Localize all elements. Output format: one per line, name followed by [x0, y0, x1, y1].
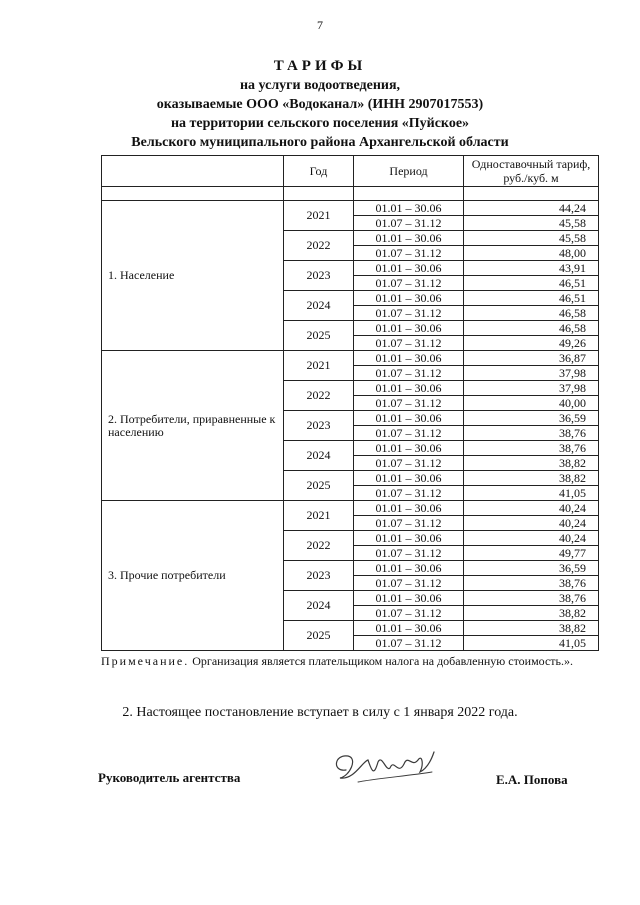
period-cell: 01.07 – 31.12 — [354, 306, 464, 321]
category-cell: 2. Потребители, приравненные к населению — [102, 351, 284, 501]
tariff-value-cell: 38,82 — [464, 606, 599, 621]
document-title — [0, 56, 640, 152]
period-cell: 01.07 – 31.12 — [354, 456, 464, 471]
tariff-value-cell: 38,76 — [464, 576, 599, 591]
tariff-value-cell: 46,51 — [464, 276, 599, 291]
tariff-value-cell: 38,76 — [464, 441, 599, 456]
period-cell: 01.01 – 30.06 — [354, 291, 464, 306]
period-cell: 01.07 – 31.12 — [354, 216, 464, 231]
tariff-value-cell: 38,76 — [464, 426, 599, 441]
year-cell: 2025 — [284, 321, 354, 351]
tariff-value-cell: 46,51 — [464, 291, 599, 306]
period-cell: 01.07 – 31.12 — [354, 336, 464, 351]
header-year: Год — [284, 156, 354, 187]
year-cell: 2021 — [284, 501, 354, 531]
tariff-value-cell: 36,59 — [464, 411, 599, 426]
period-cell: 01.01 – 30.06 — [354, 321, 464, 336]
period-cell: 01.01 – 30.06 — [354, 201, 464, 216]
period-cell: 01.07 – 31.12 — [354, 426, 464, 441]
effective-clause: 2. Настоящее постановление вступает в силу с 1 января 2022 года. — [122, 705, 518, 720]
tariff-value-cell: 40,24 — [464, 516, 599, 531]
period-cell: 01.07 – 31.12 — [354, 576, 464, 591]
year-cell: 2021 — [284, 201, 354, 231]
year-cell: 2022 — [284, 231, 354, 261]
tariff-value-cell: 44,24 — [464, 201, 599, 216]
signatory-title: Руководитель агентства — [98, 770, 241, 785]
title-line-1: ТАРИФЫ — [273, 58, 367, 74]
tariff-value-cell: 41,05 — [464, 636, 599, 651]
subheader-cell — [284, 187, 354, 201]
header-tariff: Одноставочный тариф, руб./куб. м — [464, 156, 599, 187]
table-row — [102, 351, 599, 366]
tariff-value-cell: 37,98 — [464, 366, 599, 381]
note-text: Организация является плательщиком налога на добавленную стоимость.». — [192, 654, 574, 668]
period-cell: 01.07 – 31.12 — [354, 516, 464, 531]
table-subheader-row — [102, 187, 599, 201]
year-cell: 2024 — [284, 291, 354, 321]
period-cell: 01.01 – 30.06 — [354, 381, 464, 396]
table-row — [102, 501, 599, 516]
year-cell: 2023 — [284, 411, 354, 441]
subheader-cell — [464, 187, 599, 201]
signatory-name: Е.А. Попова — [496, 772, 568, 787]
year-cell: 2021 — [284, 351, 354, 381]
year-cell: 2024 — [284, 591, 354, 621]
tariff-value-cell: 43,91 — [464, 261, 599, 276]
title-line-3: оказываемые ООО «Водоканал» (ИНН 2907017553) — [156, 97, 484, 112]
period-cell: 01.07 – 31.12 — [354, 546, 464, 561]
title-line-2: на услуги водоотведения, — [239, 78, 401, 93]
period-cell: 01.07 – 31.12 — [354, 606, 464, 621]
table-header-row — [102, 156, 599, 187]
signature-icon — [328, 742, 438, 792]
period-cell: 01.07 – 31.12 — [354, 366, 464, 381]
period-cell: 01.01 – 30.06 — [354, 441, 464, 456]
year-cell: 2023 — [284, 261, 354, 291]
tariff-table-body — [102, 156, 599, 651]
note-label: Примечание. — [101, 654, 190, 668]
period-cell: 01.07 – 31.12 — [354, 396, 464, 411]
title-line-4: на территории сельского поселения «Пуйское» — [170, 116, 470, 131]
period-cell: 01.01 – 30.06 — [354, 261, 464, 276]
header-empty-cell — [102, 156, 284, 187]
tariff-value-cell: 45,58 — [464, 216, 599, 231]
period-cell: 01.07 – 31.12 — [354, 246, 464, 261]
period-cell: 01.07 – 31.12 — [354, 636, 464, 651]
period-cell: 01.01 – 30.06 — [354, 411, 464, 426]
subheader-cell — [354, 187, 464, 201]
period-cell: 01.07 – 31.12 — [354, 486, 464, 501]
tariff-value-cell: 36,59 — [464, 561, 599, 576]
tariff-value-cell: 46,58 — [464, 306, 599, 321]
subheader-cell — [102, 187, 284, 201]
year-cell: 2022 — [284, 531, 354, 561]
category-cell: 1. Население — [102, 201, 284, 351]
tariff-value-cell: 38,76 — [464, 591, 599, 606]
period-cell: 01.01 – 30.06 — [354, 351, 464, 366]
period-cell: 01.01 – 30.06 — [354, 561, 464, 576]
year-cell: 2025 — [284, 471, 354, 501]
tariff-value-cell: 37,98 — [464, 381, 599, 396]
tariff-value-cell: 49,26 — [464, 336, 599, 351]
period-cell: 01.01 – 30.06 — [354, 591, 464, 606]
period-cell: 01.01 – 30.06 — [354, 231, 464, 246]
tariff-value-cell: 38,82 — [464, 456, 599, 471]
table-row — [102, 201, 599, 216]
page-number: 7 — [317, 18, 323, 32]
tariff-value-cell: 36,87 — [464, 351, 599, 366]
note — [101, 654, 585, 669]
year-cell: 2022 — [284, 381, 354, 411]
tariff-value-cell: 45,58 — [464, 231, 599, 246]
tariff-value-cell: 38,82 — [464, 471, 599, 486]
tariff-value-cell: 41,05 — [464, 486, 599, 501]
tariff-table — [101, 155, 599, 651]
year-cell: 2023 — [284, 561, 354, 591]
tariff-value-cell: 40,24 — [464, 531, 599, 546]
period-cell: 01.01 – 30.06 — [354, 471, 464, 486]
period-cell: 01.01 – 30.06 — [354, 531, 464, 546]
tariff-value-cell: 48,00 — [464, 246, 599, 261]
year-cell: 2025 — [284, 621, 354, 651]
period-cell: 01.01 – 30.06 — [354, 501, 464, 516]
tariff-value-cell: 40,00 — [464, 396, 599, 411]
tariff-value-cell: 49,77 — [464, 546, 599, 561]
category-cell: 3. Прочие потребители — [102, 501, 284, 651]
header-period: Период — [354, 156, 464, 187]
period-cell: 01.01 – 30.06 — [354, 621, 464, 636]
year-cell: 2024 — [284, 441, 354, 471]
tariff-value-cell: 46,58 — [464, 321, 599, 336]
tariff-value-cell: 38,82 — [464, 621, 599, 636]
tariff-value-cell: 40,24 — [464, 501, 599, 516]
title-line-5: Вельского муниципального района Архангельской области — [131, 135, 509, 150]
period-cell: 01.07 – 31.12 — [354, 276, 464, 291]
